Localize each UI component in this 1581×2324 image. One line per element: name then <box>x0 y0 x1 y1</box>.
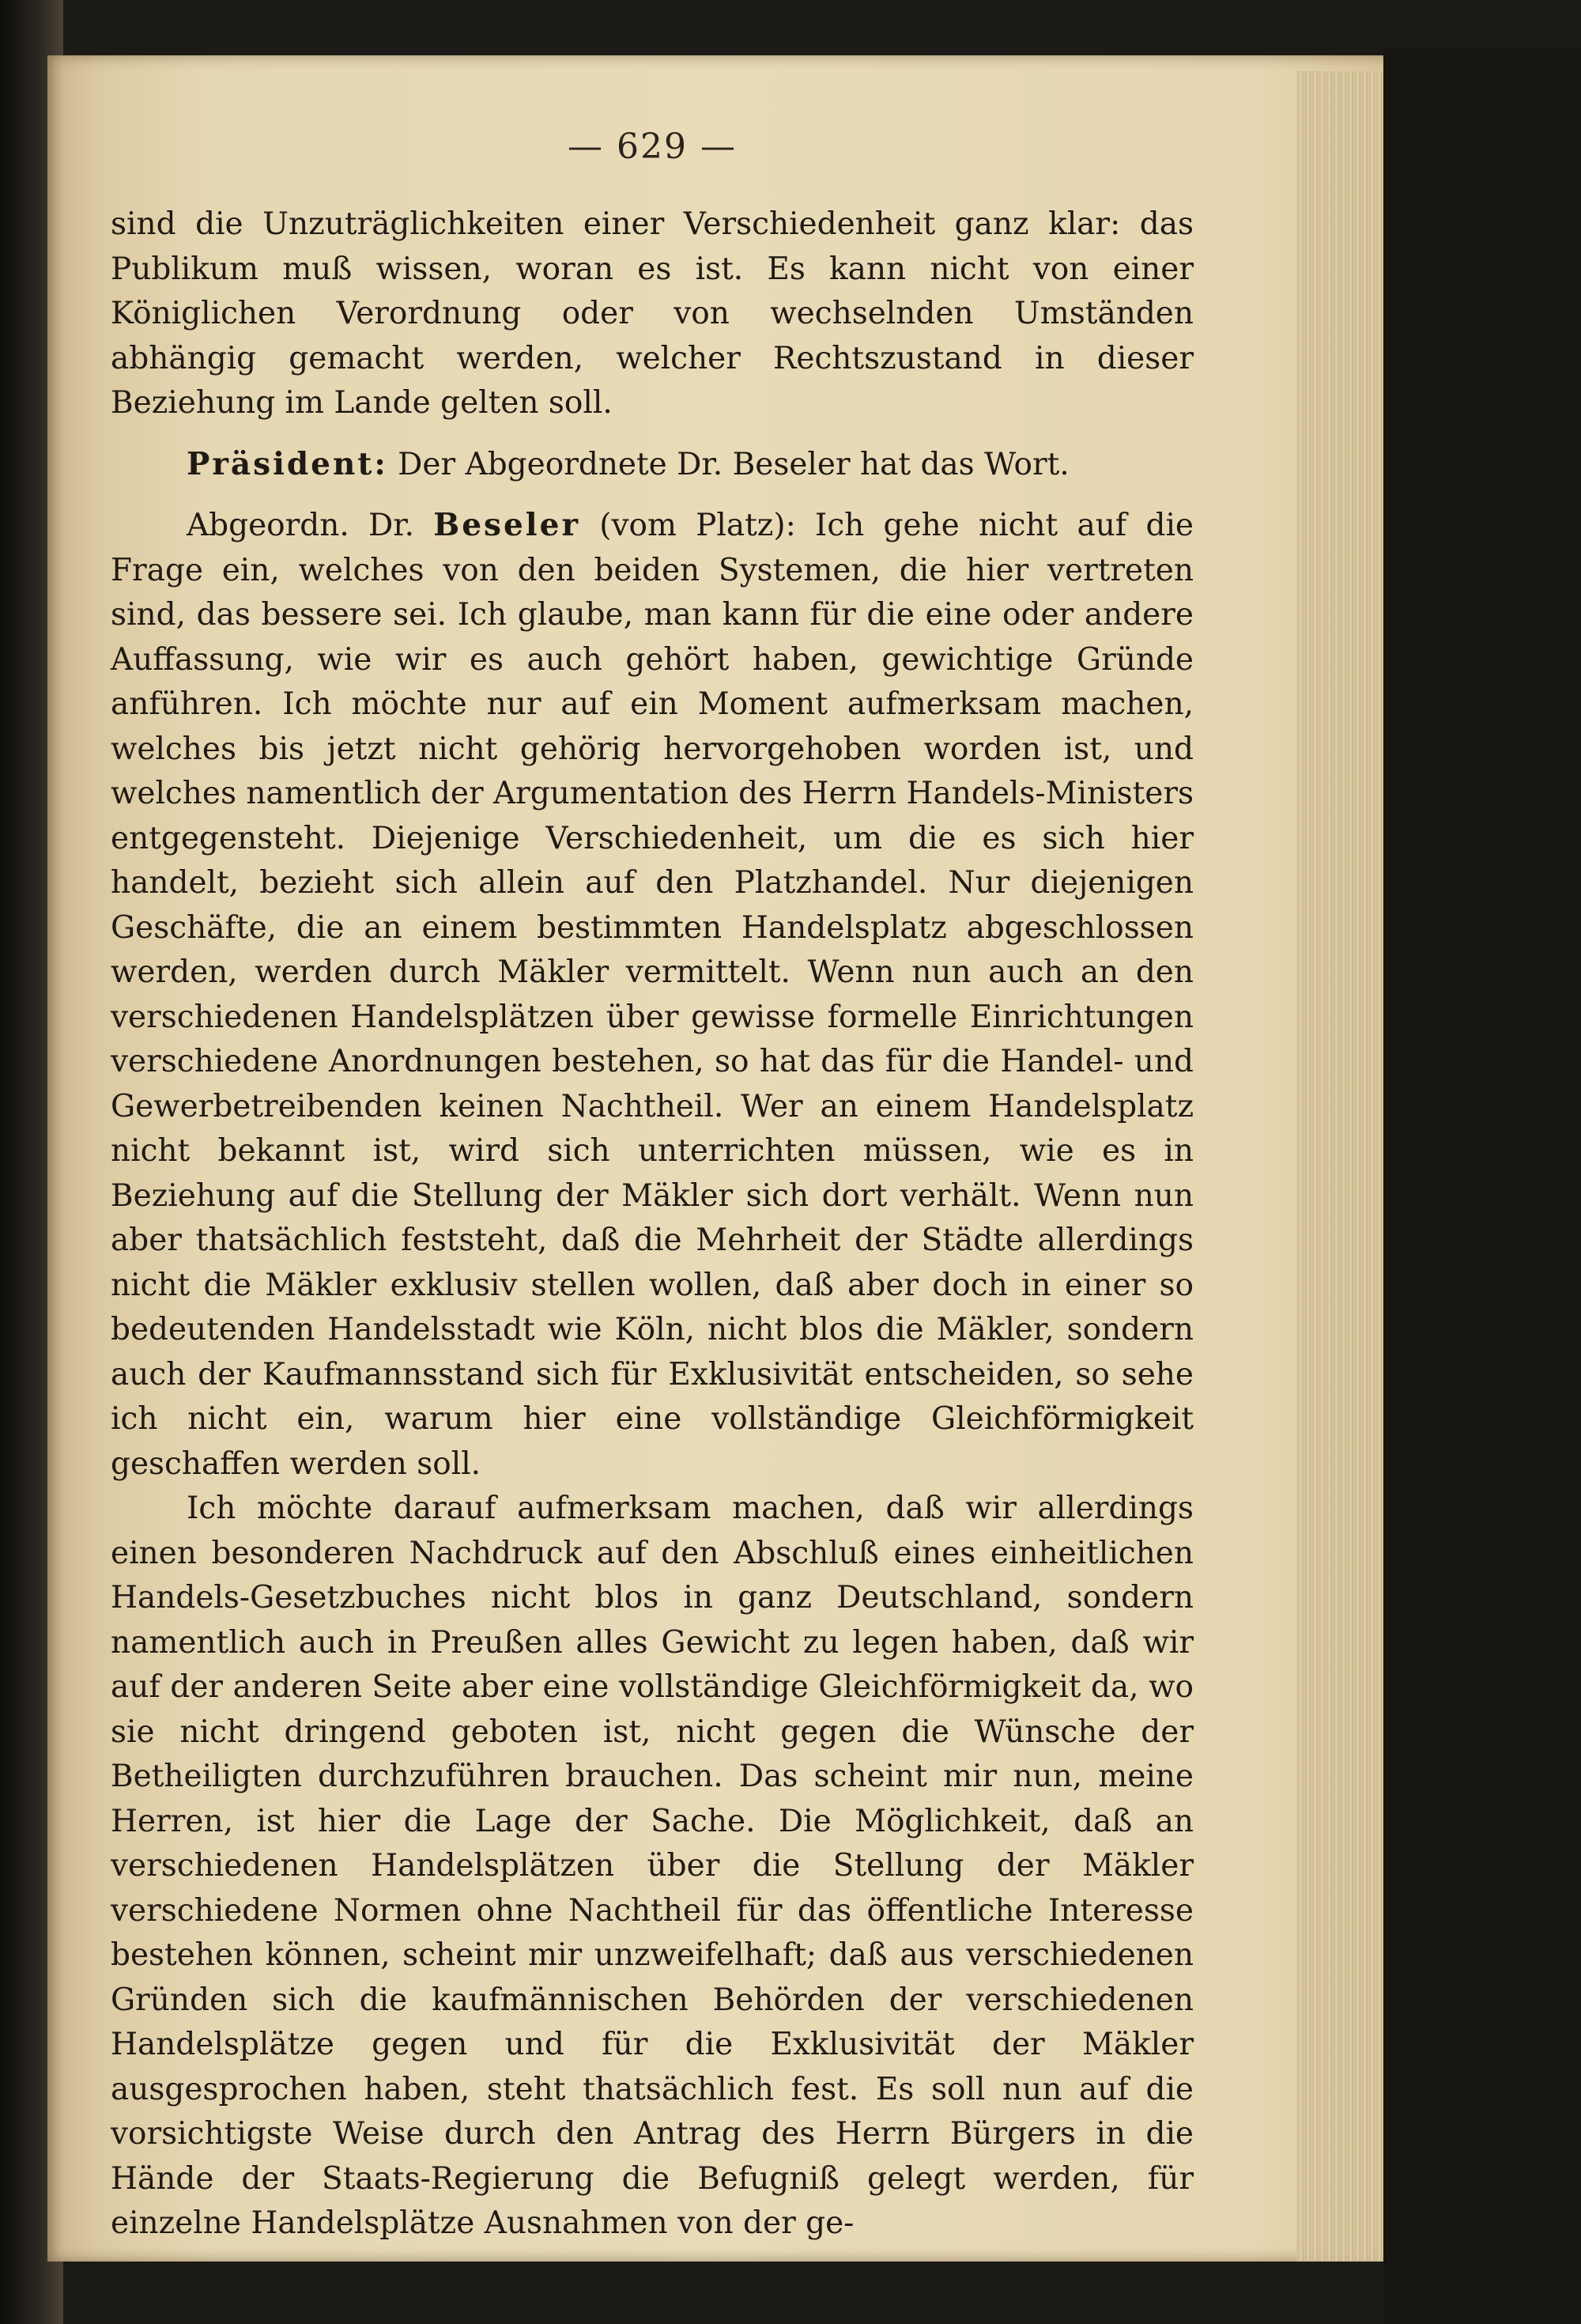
body-text <box>111 202 1194 2247</box>
speaker-president: Präsident: <box>187 445 388 482</box>
page-number: — 629 — <box>568 127 737 167</box>
paragraph-4: Ich möchte darauf aufmerksam machen, daß wir allerdings einen besonderen Nachdruck auf den Abschluß eines einheitlichen Handels-Gesetzbuches nicht blos in ganz Deutschland, sondern namentlich auch in Preußen alles Gewicht zu legen haben, daß wir auf der anderen Seite aber eine vollständige Gleichförmigkeit da, wo sie nicht dringend geboten ist, nicht gegen die Wünsche der Betheiligten durchzuführen brauchen. Das scheint mir nun, meine Herren, ist hier die Lage der Sache. Die Möglichkeit, daß an verschiedenen Handelsplätzen über die Stellung der Mäkler verschiedene Normen ohne Nachtheil für das öffentliche Interesse bestehen können, scheint mir unzweifelhaft; daß aus verschiedenen Gründen sich die kaufmännischen Behörden der verschiedenen Handelsplätze gegen und für die Exklusivität der Mäkler ausgesprochen haben, steht thatsächlich fest. Es soll nun auf die vorsichtigste Weise durch den Antrag des Herrn Bürgers in die Hände der Staats-Regierung die Befugniß gelegt werden, für einzelne Handelsplätze Ausnahmen von der ge- <box>111 1491 1194 2241</box>
paragraph-3 <box>111 503 1194 1487</box>
book-cover-board <box>1383 47 1581 2324</box>
paragraph-2-text: Der Abgeordnete Dr. Beseler hat das Wort. <box>387 446 1070 482</box>
page-edges <box>1296 71 1383 2262</box>
paragraph-2 <box>111 442 1194 488</box>
speaker-beseler: Beseler <box>433 507 580 543</box>
paragraph-3-text: (vom Platz): Ich gehe nicht auf die Frage ein, welches von den beiden Systemen, die hier vertreten sind, das bessere sei. Ich glaube, man kann für die eine oder andere Auffassung, wie wir es auch gehört haben, gewichtige Gründe anführen. Ich möchte nur auf ein Moment aufmerksam machen, welches bis jetzt nicht gehörig hervorgehoben worden ist, und welches namentlich der Argumentation des Herrn Handels-Ministers entgegensteht. Diejenige Verschiedenheit, um die es sich hier handelt, bezieht sich allein auf den Platzhandel. Nur diejenigen Geschäfte, die an einem bestimmten Handelsplatz abgeschlossen werden, werden durch Mäkler vermittelt. Wenn nun auch an den verschiedenen Handelsplätzen über gewisse formelle Einrichtungen verschiedene Anordnungen bestehen, so hat das für die Handel- und Gewerbetreibenden keinen Nachtheil. Wer an einem Handelsplatz nicht bekannt ist, wird sich unterrichten müssen, wie es in Beziehung auf die Stellung der Mäkler sich dort verhält. Wenn nun aber thatsächlich feststeht, daß die Mehrheit der Städte allerdings nicht die Mäkler exklusiv stellen wollen, daß aber doch in einer so bedeutenden Handelsstadt wie Köln, nicht blos die Mäkler, sondern auch der Kaufmannsstand sich für Exklusivität entscheiden, so sehe ich nicht ein, warum hier eine vollständige Gleichförmigkeit geschaffen werden soll. <box>111 508 1194 1482</box>
paragraph-3-prefix: Abgeordn. Dr. <box>187 508 434 543</box>
paragraph-1: sind die Unzuträglichkeiten einer Verschiedenheit ganz klar: das Publikum muß wissen, woran es ist. Es kann nicht von einer Königlichen Verordnung oder von wechselnden Umständen abhängig gemacht werden, welcher Rechtszustand in dieser Beziehung im Lande gelten soll. <box>111 206 1194 421</box>
